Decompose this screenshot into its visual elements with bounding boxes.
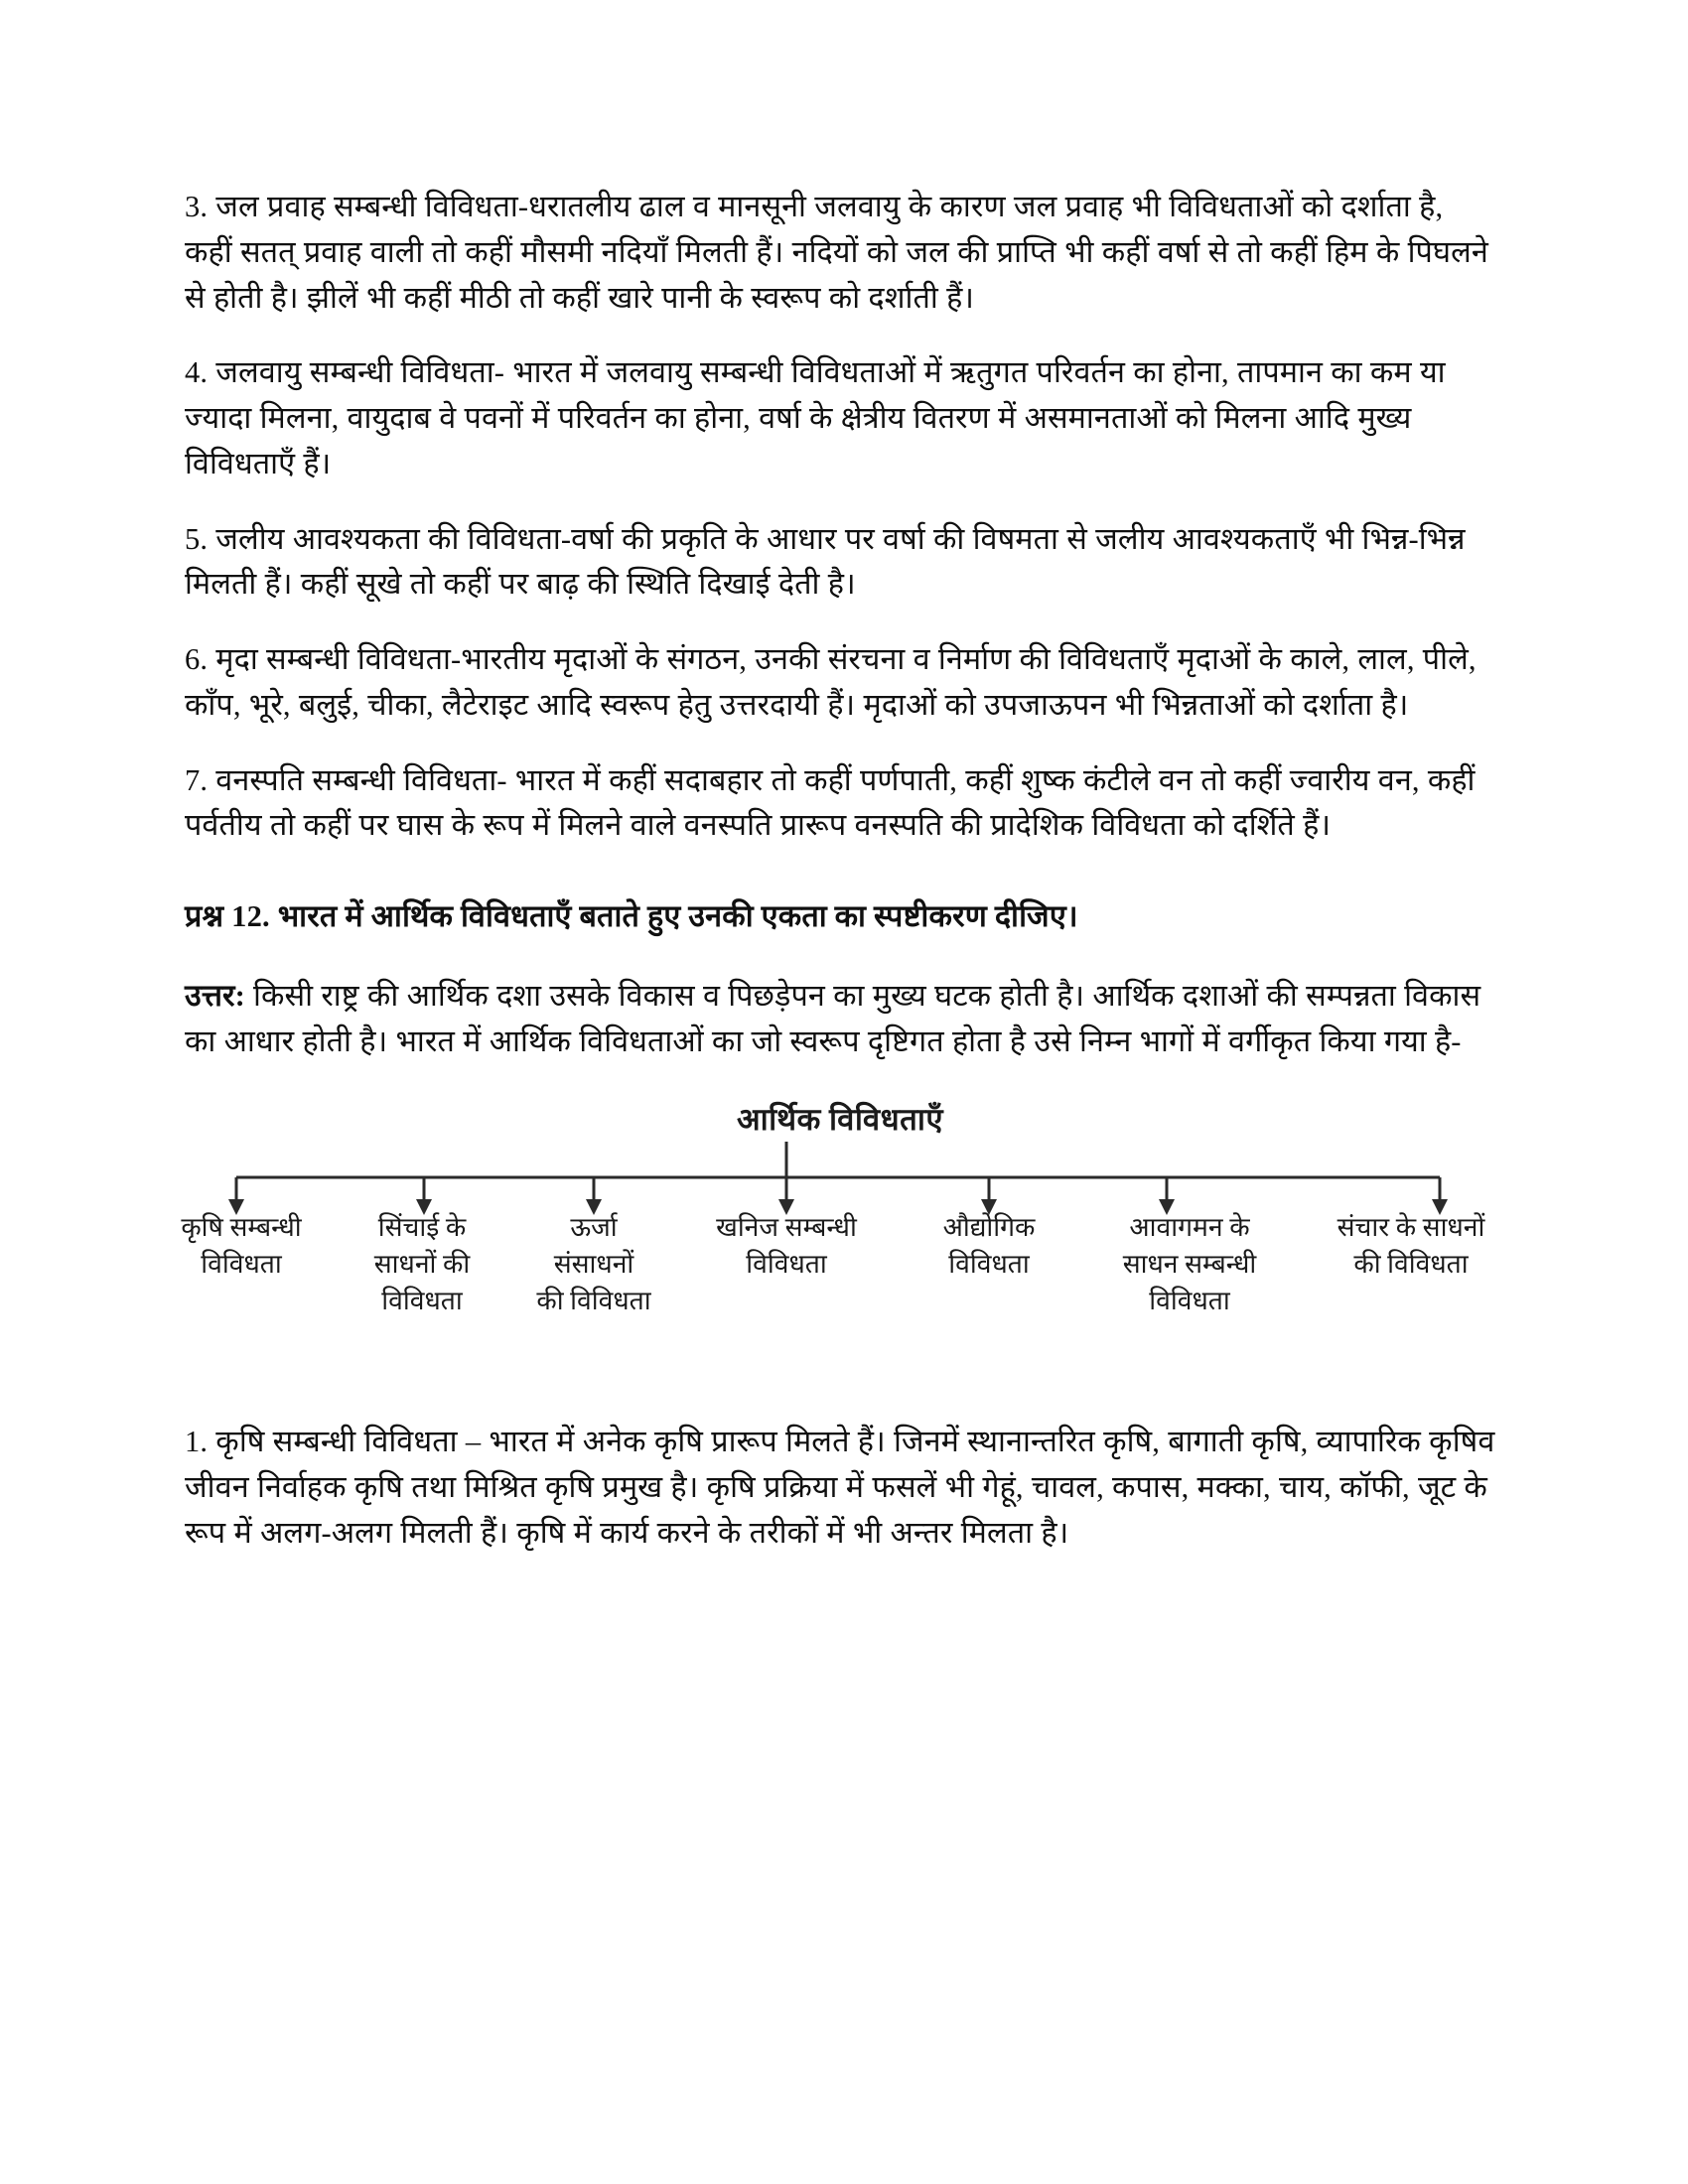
node-line: विविधता xyxy=(948,1249,1030,1280)
paragraph-5: 5. जलीय आवश्यकता की विविधता-वर्षा की प्रकृति के आधार पर वर्षा की विषमता से जलीय आवश्यकताएँ भी भिन्न-भिन्न मिलती हैं। कहीं सूखे तो कहीं पर बाढ़ की स्थिति दिखाई देती है। xyxy=(185,521,1466,602)
economic-diversity-diagram xyxy=(181,1098,1495,1396)
diagram-node-aavagaman xyxy=(1084,1209,1295,1319)
paragraph-3: 3. जल प्रवाह सम्बन्धी विविधता-धरातलीय ढाल व मानसूनी जलवायु के कारण जल प्रवाह भी विविधताओं को दर्शाता है, कहीं सतत् प्रवाह वाली तो कहीं मौसमी नदियाँ मिलती हैं। नदियों को जल की प्राप्ति भी कहीं वर्षा से तो कहीं हिम के पिघलने से होती है। झीलें भी कहीं मीठी तो कहीं खारे पानी के स्वरूप को दर्शाती हैं। xyxy=(185,190,1488,315)
diagram-node-audyogik xyxy=(898,1209,1080,1283)
diagram-node-khanij xyxy=(681,1209,892,1283)
diagram-node-sinchai xyxy=(340,1209,504,1319)
node-line: की विविधता xyxy=(536,1286,651,1316)
paragraph-4: 4. जलवायु सम्बन्धी विविधता- भारत में जलवायु सम्बन्धी विविधताओं में ऋतुगत परिवर्तन का होना, तापमान का कम या ज्यादा मिलना, वायुदाब वे पवनों में परिवर्तन का होना, वर्षा के क्षेत्रीय वितरण में असमानताओं को मिलना आदि मुख्य विविधताएँ हैं। xyxy=(185,355,1446,480)
node-line: विविधता xyxy=(381,1286,463,1316)
paragraph-7: 7. वनस्पति सम्बन्धी विविधता- भारत में कहीं सदाबहार तो कहीं पर्णपाती, कहीं शुष्क कंटीले वन तो कहीं ज्वारीय वन, कहीं पर्वतीय तो कहीं पर घास के रूप में मिलने वाले वनस्पति प्रारूप वनस्पति की प्रादेशिक विविधता को दर्शिते हैं। xyxy=(185,762,1476,843)
node-line: औद्योगिक xyxy=(942,1212,1036,1243)
node-line: कृषि सम्बन्धी xyxy=(181,1212,302,1243)
diagram-node-urja xyxy=(512,1209,675,1319)
page-content xyxy=(181,185,1495,1557)
node-line: संसाधनों xyxy=(553,1249,634,1280)
closing-paragraph: 1. कृषि सम्बन्धी विविधता – भारत में अनेक कृषि प्रारूप मिलते हैं। जिनमें स्थानान्तरित कृषि, बागाती कृषि, व्यापारिक कृषिव जीवन निर्वाहक कृषि तथा मिश्रित कृषि प्रमुख है। कृषि प्रक्रिया में फसलें भी गेहूं, चावल, कपास, मक्का, चाय, कॉफी, जूट के रूप में अलग-अलग मिलती हैं। कृषि में कार्य करने के तरीकों में भी अन्तर मिलता है। xyxy=(185,1425,1495,1550)
diagram-node-sanchar xyxy=(1299,1209,1523,1283)
answer-text: किसी राष्ट्र की आर्थिक दशा उसके विकास व पिछड़ेपन का मुख्य घटक होती है। आर्थिक दशाओं की सम्पन्नता विकास का आधार होती है। भारत में आर्थिक विविधताओं का जो स्वरूप दृष्टिगत होता है उसे निम्न भागों में वर्गीकृत किया गया है- xyxy=(185,978,1481,1058)
node-line: साधनों की xyxy=(373,1249,471,1280)
diagram-node-krishi xyxy=(157,1209,326,1283)
node-line: विविधता xyxy=(1149,1286,1230,1316)
answer-label: उत्तर: xyxy=(185,978,245,1013)
question-heading: प्रश्न 12. भारत में आर्थिक विविधताएँ बताते हुए उनकी एकता का स्पष्टीकरण दीजिए। xyxy=(185,899,1078,933)
node-line: आवागमन के xyxy=(1129,1212,1250,1243)
answer-paragraph xyxy=(185,974,1495,1065)
node-line: साधन सम्बन्धी xyxy=(1122,1249,1257,1280)
diagram-title: आर्थिक विविधताएँ xyxy=(736,1102,943,1138)
paragraph-6: 6. मृदा सम्बन्धी विविधता-भारतीय मृदाओं के संगठन, उनकी संरचना व निर्माण की विविधताएँ मृदाओं के काले, लाल, पीले, काँप, भूरे, बलुई, चीका, लैटेराइट आदि स्वरूप हेतु उत्तरदायी हैं। मृदाओं को उपजाऊपन भी भिन्नताओं को दर्शाता है। xyxy=(185,642,1477,722)
node-line: विविधता xyxy=(746,1249,827,1280)
node-line: सिंचाई के xyxy=(377,1212,467,1243)
node-line: खनिज सम्बन्धी xyxy=(716,1212,857,1243)
diagram-leaf-labels xyxy=(181,1209,1495,1388)
node-line: विविधता xyxy=(201,1249,282,1280)
node-line: ऊर्जा xyxy=(570,1212,618,1243)
node-line: संचार के साधनों xyxy=(1336,1212,1485,1243)
node-line: की विविधता xyxy=(1353,1249,1469,1280)
